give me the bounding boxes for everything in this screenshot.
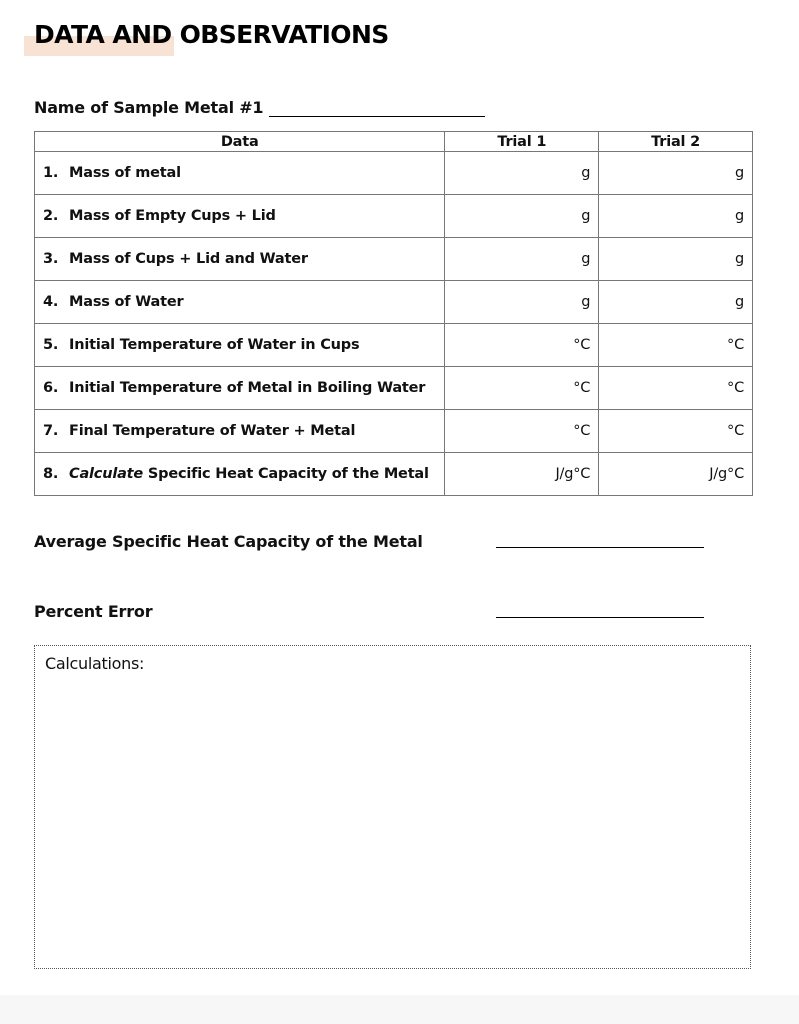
row-text: Mass of metal: [69, 165, 181, 181]
header-data: Data: [35, 132, 445, 152]
unit-label: g: [734, 251, 744, 267]
average-heat-capacity-blank[interactable]: [496, 547, 704, 548]
table-row: [35, 324, 753, 367]
trial-2-cell[interactable]: [599, 238, 753, 281]
calculate-word: Calculate: [69, 466, 144, 482]
percent-error-blank[interactable]: [496, 617, 704, 618]
unit-label: g: [581, 165, 591, 181]
row-text: Initial Temperature of Metal in Boiling Water: [69, 380, 426, 396]
table-row: [35, 152, 753, 195]
row-label: [35, 281, 445, 324]
table-header-row: [35, 132, 753, 152]
table-row: [35, 238, 753, 281]
sample-metal-blank[interactable]: [269, 100, 485, 117]
unit-label: °C: [573, 337, 591, 353]
percent-error-label: Percent Error: [34, 602, 153, 621]
unit-label: J/g°C: [709, 466, 744, 482]
calculations-label: Calculations:: [45, 654, 145, 673]
unit-label: g: [581, 251, 591, 267]
table-row: [35, 453, 753, 496]
row-text: Mass of Water: [69, 294, 184, 310]
unit-label: °C: [573, 380, 591, 396]
trial-1-cell[interactable]: [445, 453, 599, 496]
row-text: Initial Temperature of Water in Cups: [69, 337, 360, 353]
unit-label: g: [734, 165, 744, 181]
trial-1-cell[interactable]: [445, 152, 599, 195]
data-table: [34, 131, 753, 496]
row-number: 3.: [43, 251, 59, 267]
trial-2-cell[interactable]: [599, 367, 753, 410]
row-number: 1.: [43, 165, 59, 181]
trial-1-cell[interactable]: [445, 324, 599, 367]
sample-metal-label: Name of Sample Metal #1: [34, 98, 264, 117]
row-label: [35, 324, 445, 367]
trial-1-cell[interactable]: [445, 410, 599, 453]
row-number: 2.: [43, 208, 59, 224]
sample-metal-row: [34, 98, 485, 117]
unit-label: g: [734, 208, 744, 224]
header-trial-2: Trial 2: [599, 132, 753, 152]
trial-2-cell[interactable]: [599, 152, 753, 195]
row-text: Specific Heat Capacity of the Metal: [147, 466, 429, 482]
row-label: [35, 152, 445, 195]
row-text: Mass of Cups + Lid and Water: [69, 251, 308, 267]
unit-label: °C: [727, 423, 744, 439]
row-text: Final Temperature of Water + Metal: [69, 423, 356, 439]
table-row: [35, 195, 753, 238]
calculations-box[interactable]: [34, 645, 751, 969]
unit-label: °C: [573, 423, 591, 439]
trial-1-cell[interactable]: [445, 238, 599, 281]
trial-1-cell[interactable]: [445, 195, 599, 238]
table-row: [35, 410, 753, 453]
row-label: [35, 367, 445, 410]
trial-2-cell[interactable]: [599, 410, 753, 453]
average-heat-capacity-label: Average Specific Heat Capacity of the Metal: [34, 532, 423, 551]
row-label: [35, 238, 445, 281]
trial-2-cell[interactable]: [599, 195, 753, 238]
table-row: [35, 367, 753, 410]
row-number: 8.: [43, 466, 59, 482]
unit-label: °C: [727, 337, 744, 353]
row-number: 6.: [43, 380, 59, 396]
unit-label: g: [581, 294, 591, 310]
row-label: [35, 410, 445, 453]
unit-label: J/g°C: [555, 466, 591, 482]
row-number: 5.: [43, 337, 59, 353]
unit-label: °C: [727, 380, 744, 396]
page-title: DATA AND OBSERVATIONS: [34, 20, 389, 49]
unit-label: g: [581, 208, 591, 224]
header-trial-1: Trial 1: [445, 132, 599, 152]
trial-2-cell[interactable]: [599, 324, 753, 367]
trial-2-cell[interactable]: [599, 281, 753, 324]
row-text: Mass of Empty Cups + Lid: [69, 208, 276, 224]
trial-2-cell[interactable]: [599, 453, 753, 496]
trial-1-cell[interactable]: [445, 281, 599, 324]
row-label: [35, 453, 445, 496]
row-label: [35, 195, 445, 238]
trial-1-cell[interactable]: [445, 367, 599, 410]
row-number: 4.: [43, 294, 59, 310]
table-row: [35, 281, 753, 324]
page-footer-band: [0, 995, 799, 1024]
row-number: 7.: [43, 423, 59, 439]
unit-label: g: [734, 294, 744, 310]
